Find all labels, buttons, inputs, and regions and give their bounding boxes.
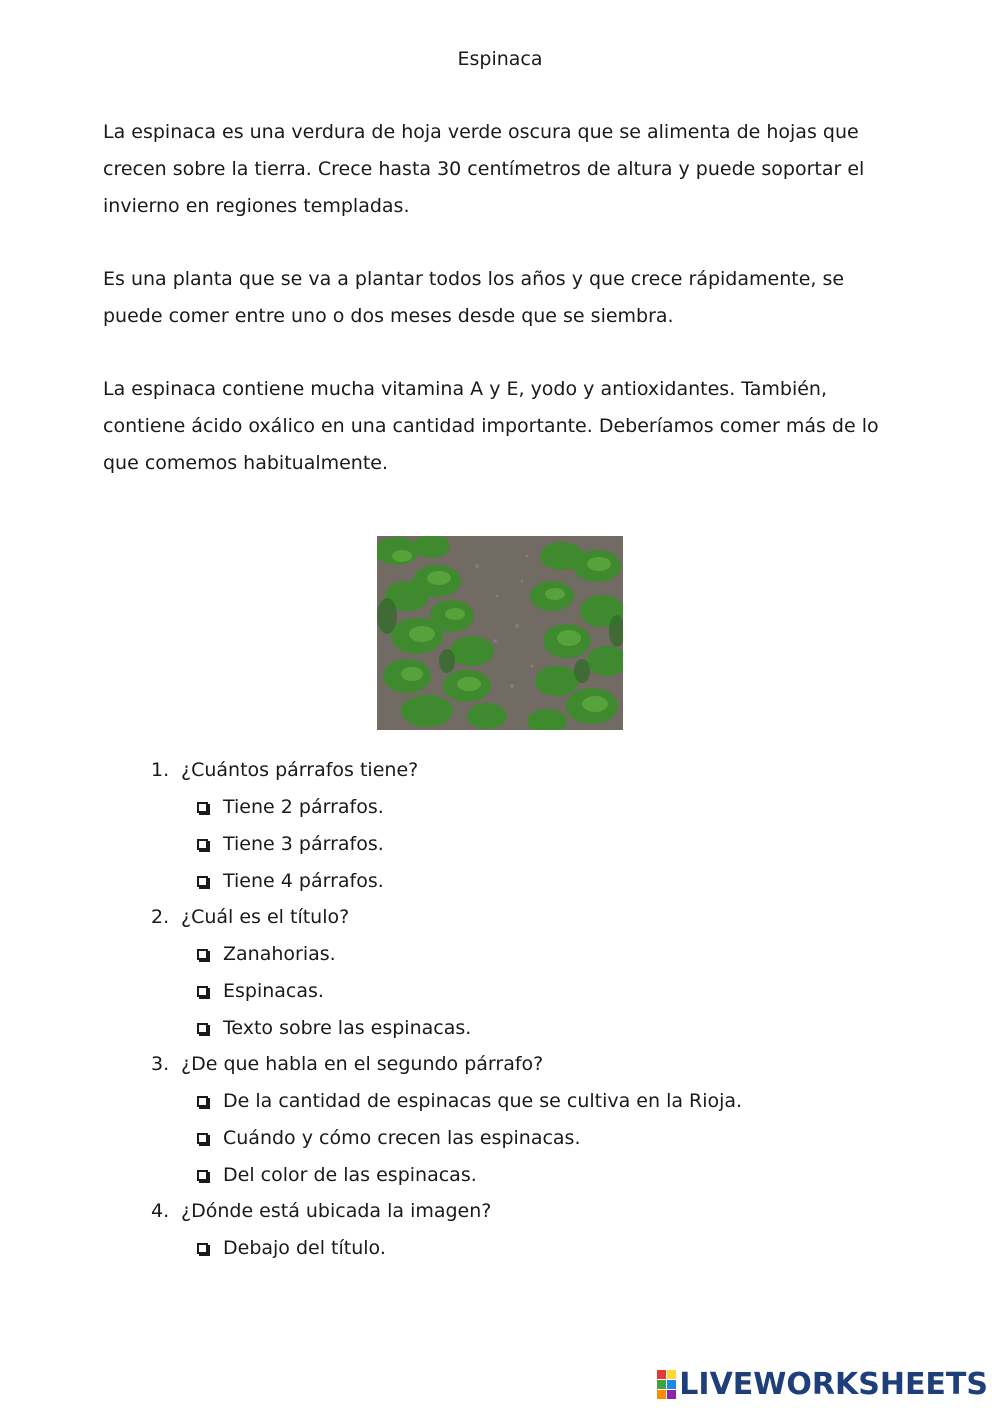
checkbox-icon[interactable] bbox=[197, 802, 208, 813]
liveworksheets-icon bbox=[657, 1370, 676, 1399]
brand-name: LIVEWORKSHEETS bbox=[679, 1367, 988, 1402]
paragraph-1: La espinaca es una verdura de hoja verde oscura que se alimenta de hojas que crecen sobre la tierra. Crece hasta 30 centímetros de altura y puede soportar el invierno en regiones templadas. bbox=[103, 121, 865, 217]
checkbox-icon[interactable] bbox=[197, 949, 208, 960]
paragraph-3: La espinaca contiene mucha vitamina A y E, yodo y antioxidantes. También, contiene ácido oxálico en una cantidad importante. Deberíamos comer más de lo que comemos habitualmente. bbox=[103, 378, 879, 474]
checkbox-icon[interactable] bbox=[197, 876, 208, 887]
question-text: ¿Cuántos párrafos tiene? bbox=[181, 759, 419, 781]
page-title: Espinaca bbox=[457, 48, 543, 70]
checkbox-icon[interactable] bbox=[197, 1243, 208, 1254]
spinach-illustration bbox=[377, 536, 623, 730]
option-label: Tiene 4 párrafos. bbox=[223, 870, 384, 892]
option-checkbox[interactable] bbox=[197, 1015, 471, 1041]
question-4 bbox=[151, 1198, 491, 1224]
option-checkbox[interactable] bbox=[197, 941, 336, 967]
option-label: Texto sobre las espinacas. bbox=[223, 1017, 472, 1039]
checkbox-icon[interactable] bbox=[197, 1170, 208, 1181]
paragraph-2: Es una planta que se va a plantar todos los años y que crece rápidamente, se puede comer entre uno o dos meses desde que se siembra. bbox=[103, 268, 845, 327]
checkbox-icon[interactable] bbox=[197, 839, 208, 850]
option-checkbox[interactable] bbox=[197, 868, 384, 894]
question-3 bbox=[151, 1051, 543, 1077]
question-number: 2. bbox=[151, 906, 170, 928]
option-label: Zanahorias. bbox=[223, 943, 336, 965]
option-checkbox[interactable] bbox=[197, 1125, 581, 1151]
option-label: Cuándo y cómo crecen las espinacas. bbox=[223, 1127, 581, 1149]
option-label: Espinacas. bbox=[223, 980, 324, 1002]
option-label: Tiene 2 párrafos. bbox=[223, 796, 384, 818]
option-label: De la cantidad de espinacas que se cultiva en la Rioja. bbox=[223, 1090, 743, 1112]
question-2 bbox=[151, 904, 349, 930]
option-label: Debajo del título. bbox=[223, 1237, 386, 1259]
question-text: ¿Cuál es el título? bbox=[181, 906, 350, 928]
question-number: 4. bbox=[151, 1200, 170, 1222]
option-checkbox[interactable] bbox=[197, 794, 384, 820]
option-checkbox[interactable] bbox=[197, 831, 384, 857]
spinach-photo bbox=[377, 536, 623, 730]
checkbox-icon[interactable] bbox=[197, 986, 208, 997]
question-number: 1. bbox=[151, 759, 170, 781]
question-text: ¿De que habla en el segundo párrafo? bbox=[181, 1053, 544, 1075]
option-checkbox[interactable] bbox=[197, 1162, 477, 1188]
question-text: ¿Dónde está ubicada la imagen? bbox=[181, 1200, 492, 1222]
question-number: 3. bbox=[151, 1053, 170, 1075]
option-checkbox[interactable] bbox=[197, 1088, 742, 1114]
option-checkbox[interactable] bbox=[197, 978, 324, 1004]
option-checkbox[interactable] bbox=[197, 1235, 386, 1261]
checkbox-icon[interactable] bbox=[197, 1096, 208, 1107]
option-label: Del color de las espinacas. bbox=[223, 1164, 477, 1186]
checkbox-icon[interactable] bbox=[197, 1133, 208, 1144]
option-label: Tiene 3 párrafos. bbox=[223, 833, 384, 855]
question-1 bbox=[151, 757, 418, 783]
liveworksheets-logo bbox=[657, 1367, 988, 1402]
checkbox-icon[interactable] bbox=[197, 1023, 208, 1034]
